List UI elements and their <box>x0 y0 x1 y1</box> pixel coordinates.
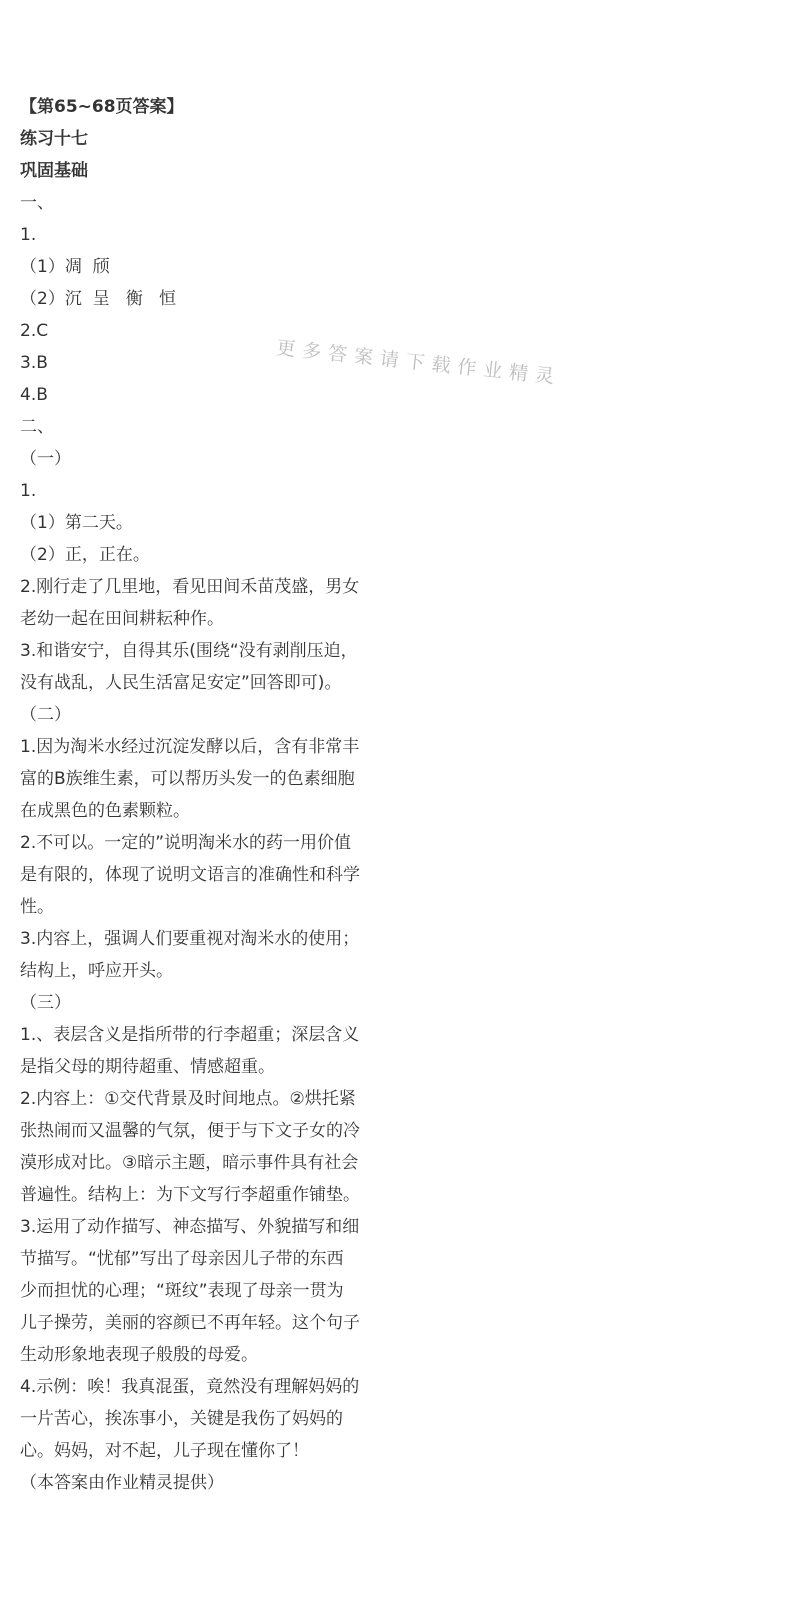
text-line: （三） <box>20 993 71 1013</box>
text-line: 儿子操劳，美丽的容颜已不再年轻。这个句子 <box>20 1313 360 1333</box>
text-line: 是指父母的期待超重、情感超重。 <box>20 1057 275 1077</box>
text-line: 1. <box>20 225 37 245</box>
text-line: 4.示例：唉！我真混蛋，竟然没有理解妈妈的 <box>20 1377 360 1397</box>
text-line: 少而担忧的心理；“斑纹”表现了母亲一贯为 <box>20 1281 344 1301</box>
text-line: 生动形象地表现子般殷的母爱。 <box>20 1345 258 1365</box>
text-line: 3.B <box>20 353 48 373</box>
text-line: 性。 <box>20 897 54 917</box>
text-line: （1）第二天。 <box>20 513 133 533</box>
text-line: （2）正，正在。 <box>20 545 150 565</box>
answer-content <box>20 91 390 1499</box>
text-line: 漠形成对比。③暗示主题，暗示事件具有社会 <box>20 1153 359 1173</box>
text-line: 1. <box>20 481 37 501</box>
text-line: 1.因为淘米水经过沉淀发酵以后，含有非常丰 <box>20 737 360 757</box>
text-line: 张热闹而又温馨的气氛，便于与下文子女的冷 <box>20 1121 360 1141</box>
text-line: 1.、表层含义是指所带的行李超重；深层含义 <box>20 1025 360 1045</box>
text-line: 结构上，呼应开头。 <box>20 961 173 981</box>
text-line: 没有战乱，人民生活富足安定”回答即可)。 <box>20 673 342 693</box>
text-line: 是有限的，体现了说明文语言的准确性和科学 <box>20 865 360 885</box>
text-line: 二、 <box>20 417 54 437</box>
watermark-text: 更多答案请下载作业精灵 <box>275 336 563 389</box>
exercise-title: 练习十七 <box>20 129 88 149</box>
text-line: 节描写。“忧郁”写出了母亲因儿子带的东西 <box>20 1249 344 1269</box>
text-line: 老幼一起在田间耕耘种作。 <box>20 609 224 629</box>
text-line: 心。妈妈，对不起，儿子现在懂你了！ <box>20 1441 309 1461</box>
text-line: （一） <box>20 449 71 469</box>
text-line: 3.和谐安宁，自得其乐(围绕“没有剥削压迫， <box>20 641 358 661</box>
text-line: （二） <box>20 705 71 725</box>
text-line: 一片苦心，挨冻事小，关键是我伤了妈妈的 <box>20 1409 343 1429</box>
footer-note: （本答案由作业精灵提供） <box>20 1473 224 1493</box>
text-line: 3.内容上，强调人们要重视对淘米水的使用； <box>20 929 360 949</box>
text-line: 2.不可以。一定的”说明淘米水的药一用价值 <box>20 833 352 853</box>
text-line: 普遍性。结构上：为下文写行李超重作铺垫。 <box>20 1185 360 1205</box>
page-range-heading: 【第65~68页答案】 <box>20 97 184 117</box>
text-line: 3.运用了动作描写、神态描写、外貌描写和细 <box>20 1217 360 1237</box>
text-line: 在成黑色的色素颗粒。 <box>20 801 190 821</box>
section-title: 巩固基础 <box>20 161 88 181</box>
text-line: 2.C <box>20 321 49 341</box>
text-line: 4.B <box>20 385 48 405</box>
text-line: 2.内容上：①交代背景及时间地点。②烘托紧 <box>20 1089 356 1109</box>
text-line: 富的B族维生素，可以帮历头发一的色素细胞 <box>20 769 355 789</box>
text-line: 2.刚行走了几里地，看见田间禾苗茂盛，男女 <box>20 577 360 597</box>
text-line: （1）凋 颀 <box>20 257 110 277</box>
text-line: （2）沉 呈 衡 恒 <box>20 289 177 309</box>
text-line: 一、 <box>20 193 54 213</box>
